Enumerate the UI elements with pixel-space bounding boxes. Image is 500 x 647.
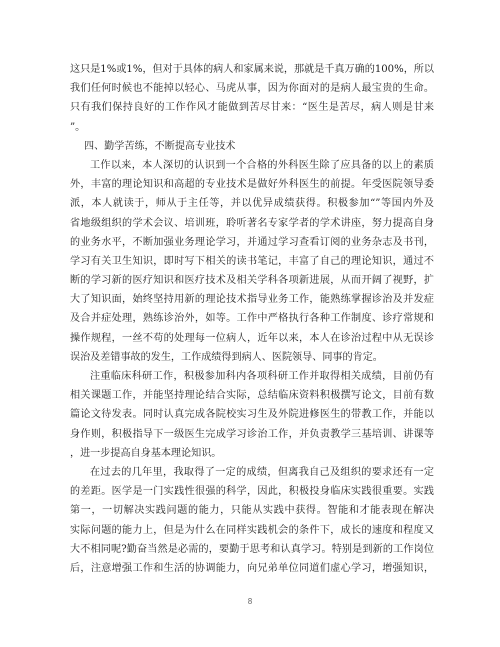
text-line: 注重临床科研工作，积极参加科内各项科研工作并取得相关成绩，目前仍有 (90, 371, 434, 382)
text-line: 只有我们保持良好的工作作风才能做到苦尽甘来：“医生是苦尽，病人则是甘来 (70, 102, 434, 114)
text-line: 学习有关卫生知识，即时写下相关的读书笔记，丰富了自己的理论知识，通过不 (70, 255, 434, 267)
text-line: 派，本人就读于，师从于主任等，并以优异成绩获得。积极参加“”等国内外及 (70, 198, 434, 210)
text-line: 第一，一切解决实践问题的能力，只能从实践中获得。智能和才能表现在解决 (70, 505, 434, 517)
text-line: 的业务水平，不断加强业务理论学习，并通过学习查看订阅的业务杂志及书刊， (70, 236, 434, 248)
text-line: 这只是1%或1%，但对于具体的病人和家属来说，那就是千真万确的100%，所以 (70, 64, 434, 75)
text-line: 操作规程，一丝不苟的处理每一位病人，近年以来，本人在诊治过程中从无误诊 (70, 332, 434, 344)
text-line: 大不相同呢?勤奋当然是必需的，要勤于思考和认真学习。特别是到新的工作岗位 (70, 543, 434, 555)
section-heading: 四、勤学苦练，不断提高专业技术 (84, 140, 236, 152)
text-line: 工作以来，本人深切的认识到一个合格的外科医生除了应具备的以上的素质 (90, 159, 434, 171)
text-line: ”。 (70, 121, 86, 133)
text-line: 误治及差错事故的发生，工作成绩得到病人、医院领导、同事的肯定。 (70, 351, 383, 363)
text-line: ，进一步提高自身基本理论知识。 (70, 447, 222, 459)
text-line: 大了知识面，始终坚持用新的理论技术指导业务工作，能熟练掌握诊治及并发症 (70, 294, 434, 306)
text-line: 在过去的几年里，我取得了一定的成绩，但离我自己及组织的要求还有一定 (90, 466, 434, 478)
text-line: 身作则，积极指导下一级医生完成学习诊治工作，并负责教学三基培训、讲课等 (70, 428, 434, 440)
text-line: 相关课题工作，并能坚持理论结合实际，总结临床资料积极撰写论文，目前有数 (70, 390, 434, 402)
text-line: 外，丰富的理论知识和高超的专业技术是做好外科医生的前提。年受医院领导委 (70, 179, 434, 191)
text-line: 断的学习新的医疗知识和医疗技术及相关学科各项新进展，从而开阔了视野，扩 (70, 275, 434, 287)
text-line: 及合并症处理，熟练诊治外，如等。工作中严格执行各种工作制度、诊疗常规和 (70, 313, 434, 325)
text-line: 实际问题的能力上，但是为什么在同样实践机会的条件下，成长的速度和程度又 (70, 524, 434, 536)
text-line: 省地级组织的学术会议、培训班，聆听著名专家学者的学术讲座，努力提高自身 (70, 217, 434, 229)
text-line: 后，注意增强工作和生活的协调能力，向兄弟单位同道们虚心学习，增强知识， (70, 562, 434, 574)
text-line: 的差距。医学是一门实践性很强的科学，因此，积极投身临床实践很重要。实践 (70, 486, 434, 498)
page-number: 8 (247, 597, 253, 606)
text-line: 我们任何时候也不能掉以轻心、马虎从事，因为你面对的是病人最宝贵的生命。 (70, 83, 434, 95)
body-text (70, 60, 434, 578)
text-line: 篇论文待发表。同时认真完成各院校实习生及外院进修医生的带教工作，并能以 (70, 409, 434, 421)
